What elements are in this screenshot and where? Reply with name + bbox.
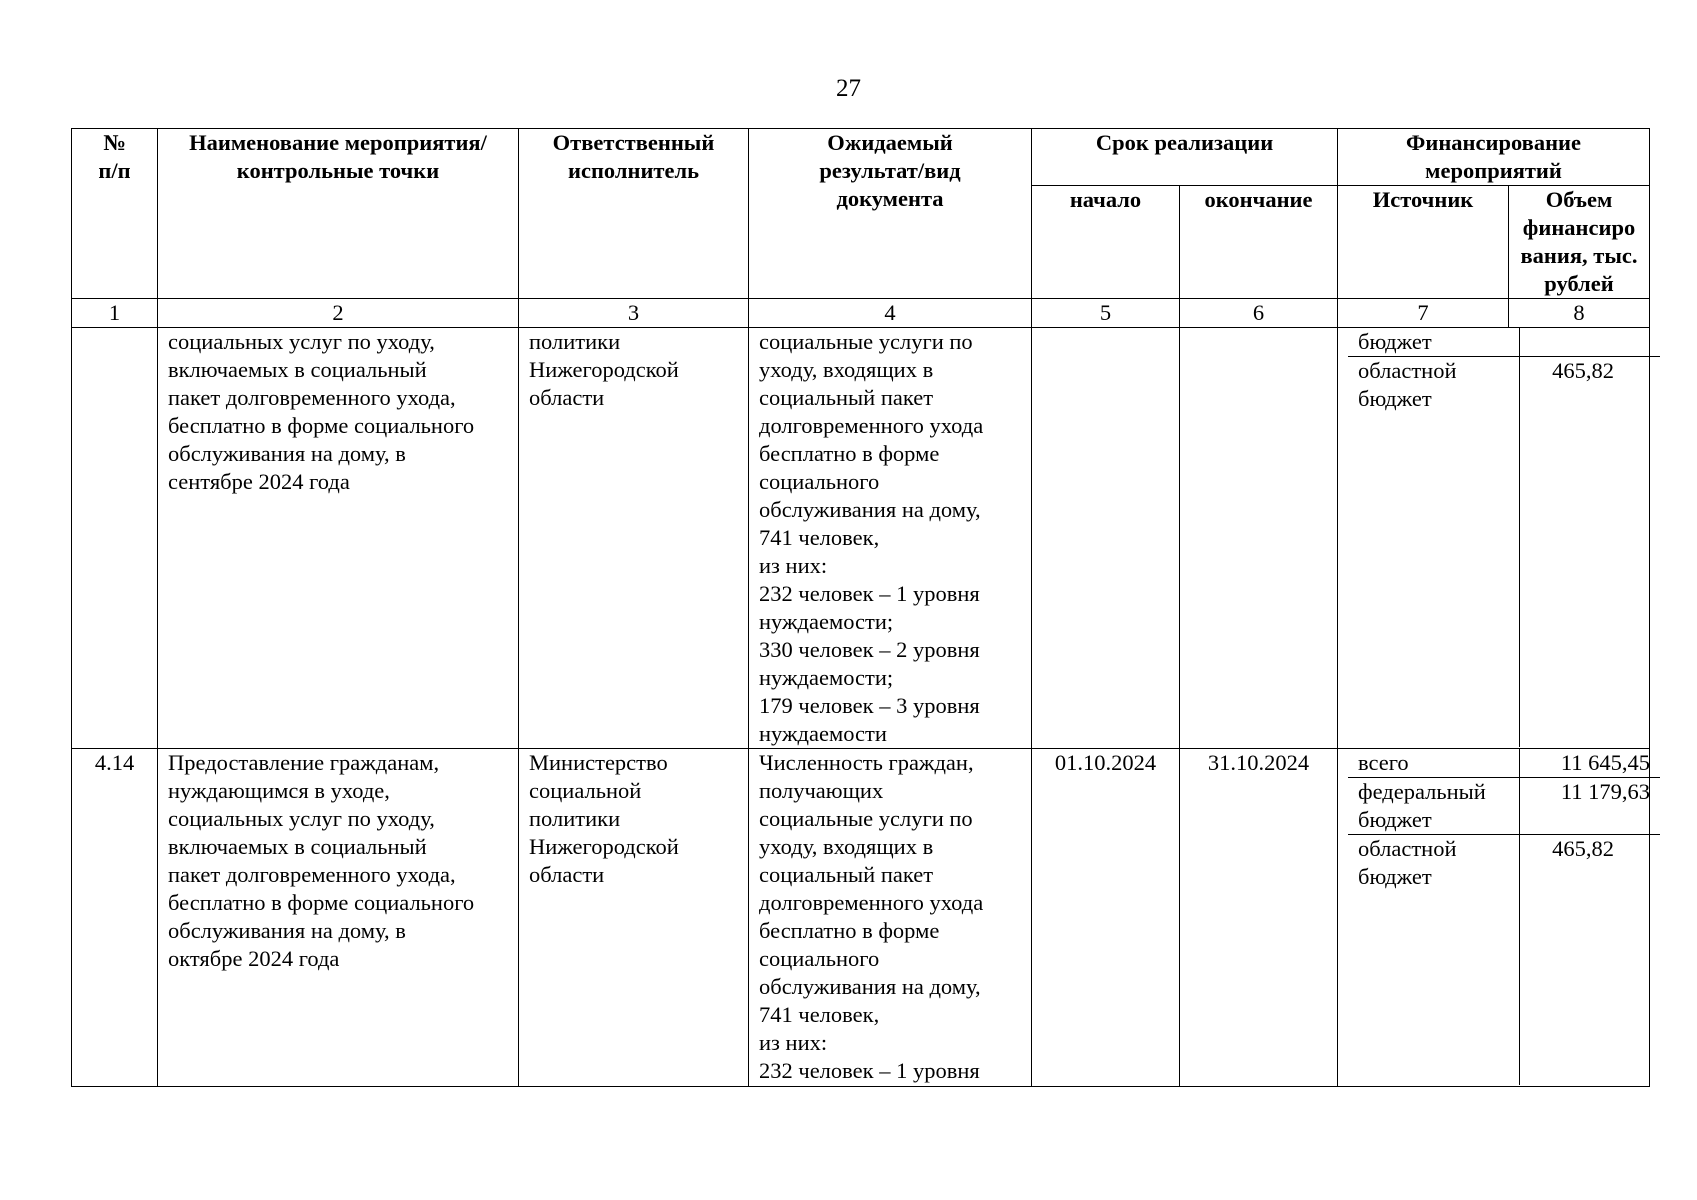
row-result: Численность граждан, получающих социальные услуги по уходу, входящих в социальный пакет долговременного ухода бесплатно в форме социального обслуживания на дому, 741 человек, из них: 232 человек – 1 уровня [749, 749, 1032, 1087]
table-row [72, 749, 1650, 1087]
table-row [72, 328, 1650, 749]
financing-volume: 465,82 [1519, 357, 1660, 748]
header-term-start: начало [1032, 186, 1180, 299]
financing-source: федеральный бюджет [1348, 778, 1519, 835]
row-num [72, 328, 158, 749]
column-number: 1 [72, 299, 158, 328]
column-number: 2 [158, 299, 519, 328]
financing-volume [1519, 328, 1660, 357]
row-name: Предоставление гражданам, нуждающимся в уходе, социальных услуг по уходу, включаемых в социальный пакет долговременного ухода, бесплатно в форме социального обслуживания на дому, в октябре 2024 года [158, 749, 519, 1087]
row-responsible: политики Нижегородской области [519, 328, 749, 749]
activities-table [71, 128, 1650, 1087]
financing-source: областной бюджет [1348, 357, 1519, 748]
row-start: 01.10.2024 [1032, 749, 1180, 1087]
financing-source: бюджет [1348, 328, 1519, 357]
header-term-end: окончание [1180, 186, 1338, 299]
financing-volume: 11 645,45 [1519, 749, 1660, 778]
row-result: социальные услуги по уходу, входящих в социальный пакет долговременного ухода бесплатно в форме социального обслуживания на дому, 741 человек, из них: 232 человек – 1 уровня нуждаемости; 330 человек – 2 уровня нуждаемости; 179 человек – 3 уровня нуждаемости [749, 328, 1032, 749]
header-responsible: Ответственный исполнитель [519, 129, 749, 299]
header-num: № п/п [72, 129, 158, 299]
financing-source: всего [1348, 749, 1519, 778]
financing-volume: 11 179,63 [1519, 778, 1660, 835]
financing-breakdown [1348, 328, 1660, 747]
column-number: 7 [1338, 299, 1509, 328]
column-number: 3 [519, 299, 749, 328]
row-end [1180, 328, 1338, 749]
financing-source: областной бюджет [1348, 835, 1519, 1086]
header-volume: Объем финансиро вания, тыс. рублей [1509, 186, 1650, 299]
financing-cell [1338, 328, 1650, 749]
row-end: 31.10.2024 [1180, 749, 1338, 1087]
column-number: 8 [1509, 299, 1650, 328]
row-responsible: Министерство социальной политики Нижегородской области [519, 749, 749, 1087]
row-num: 4.14 [72, 749, 158, 1087]
row-start [1032, 328, 1180, 749]
header-term: Срок реализации [1032, 129, 1338, 186]
header-result: Ожидаемый результат/вид документа [749, 129, 1032, 299]
financing-breakdown [1348, 749, 1660, 1085]
header-source: Источник [1338, 186, 1509, 299]
page-number: 27 [836, 75, 861, 102]
header-name: Наименование мероприятия/ контрольные точки [158, 129, 519, 299]
column-number: 5 [1032, 299, 1180, 328]
financing-volume: 465,82 [1519, 835, 1660, 1086]
header-financing: Финансирование мероприятий [1338, 129, 1650, 186]
row-name: социальных услуг по уходу, включаемых в социальный пакет долговременного ухода, бесплатно в форме социального обслуживания на дому, в сентябре 2024 года [158, 328, 519, 749]
column-number: 6 [1180, 299, 1338, 328]
financing-cell [1338, 749, 1650, 1087]
column-number: 4 [749, 299, 1032, 328]
